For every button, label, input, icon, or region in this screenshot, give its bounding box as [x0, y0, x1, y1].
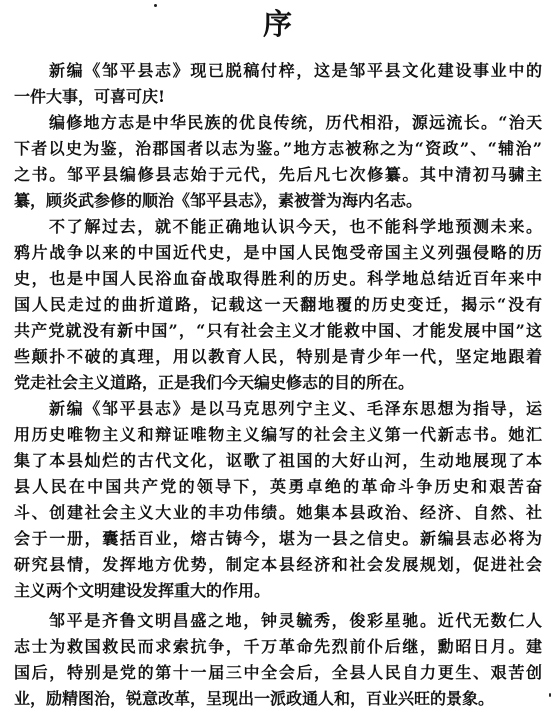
- text-line: 研究县情，发挥地方优势，制定本县经济和社会发展规划，促进社会: [14, 555, 542, 574]
- text-line: 党走社会主义道路，正是我们今天编史修志的目的所在。: [14, 373, 415, 392]
- text-line: 斗、创建社会主义大业的丰功伟绩。她集本县政治、经济、自然、社: [14, 503, 542, 522]
- text-line: 志士为救国救民而求索抗争，千万革命先烈前仆后继，勳昭日月。建: [14, 637, 542, 656]
- text-line: 鸦片战争以来的中国近代史，是中国人民饱受帝国主义列强侵略的历: [14, 243, 542, 262]
- text-line: 县人民在中国共产党的领导下，英勇卓绝的革命斗争历史和艰苦奋: [14, 477, 542, 496]
- text-line: 不了解过去，就不能正确地认识今天，也不能科学地预测未来。: [49, 217, 542, 236]
- text-line: 新编《邹平县志》是以马克思列宁主义、毛泽东思想为指导，运: [49, 399, 542, 418]
- text-line: 下者以史为鉴，治郡国者以志为鉴。”地方志被称之为“资政”、“辅治”: [14, 139, 542, 158]
- text-line: 编修地方志是中华民族的优良传统，历代相沿，源远流长。“治天: [49, 113, 542, 132]
- text-line: 业，励精图治，锐意改革，呈现出一派政通人和，百业兴旺的景象。: [14, 689, 495, 708]
- paragraph: [14, 58, 542, 110]
- paragraph: [14, 214, 542, 396]
- text-line: 会于一册，囊括百业，熔古铸今，堪为一县之信史。新编县志必将为: [14, 529, 542, 548]
- text-line: 一件大事，可喜可庆!: [14, 87, 166, 106]
- text-line: 新编《邹平县志》现已脱稿付梓，这是邹平县文化建设事业中的: [49, 61, 542, 80]
- text-line: 用历史唯物主义和辩证唯物主义编写的社会主义第一代新志书。她汇: [14, 425, 542, 444]
- text-line: 共产党就没有新中国”，“只有社会主义才能救中国、才能发展中国”这: [14, 321, 542, 340]
- text-line: 之书。邹平县编修县志始于元代，先后凡七次修纂。其中清初马骕主: [14, 165, 542, 184]
- preface-body: [14, 58, 542, 712]
- scan-speck: [549, 693, 551, 697]
- scan-speck: [154, 4, 157, 7]
- text-line: 主义两个文明建设发挥重大的作用。: [14, 581, 271, 600]
- paragraph: [14, 396, 542, 604]
- text-line: 些颠扑不破的真理，用以教育人民，特别是青少年一代，坚定地跟着: [14, 347, 542, 366]
- text-line: 史，也是中国人民浴血奋战取得胜利的历史。科学地总结近百年来中: [14, 269, 542, 288]
- text-line: 国人民走过的曲折道路，记载这一天翻地覆的历史变迁，揭示“没有: [14, 295, 542, 314]
- text-line: 邹平是齐鲁文明昌盛之地，钟灵毓秀，俊彩星驰。近代无数仁人: [49, 611, 542, 630]
- text-line: 纂，顾炎武参修的顺治《邹平县志》，素被誉为海内名志。: [14, 191, 423, 210]
- page-title: 序: [262, 7, 294, 41]
- text-line: 集了本县灿烂的古代文化，讴歌了祖国的大好山河，生动地展现了本: [14, 451, 542, 470]
- text-line: 国后，特别是党的第十一届三中全会后，全县人民自力更生、艰苦创: [14, 663, 542, 682]
- paragraph: [14, 608, 542, 712]
- paragraph: [14, 110, 542, 214]
